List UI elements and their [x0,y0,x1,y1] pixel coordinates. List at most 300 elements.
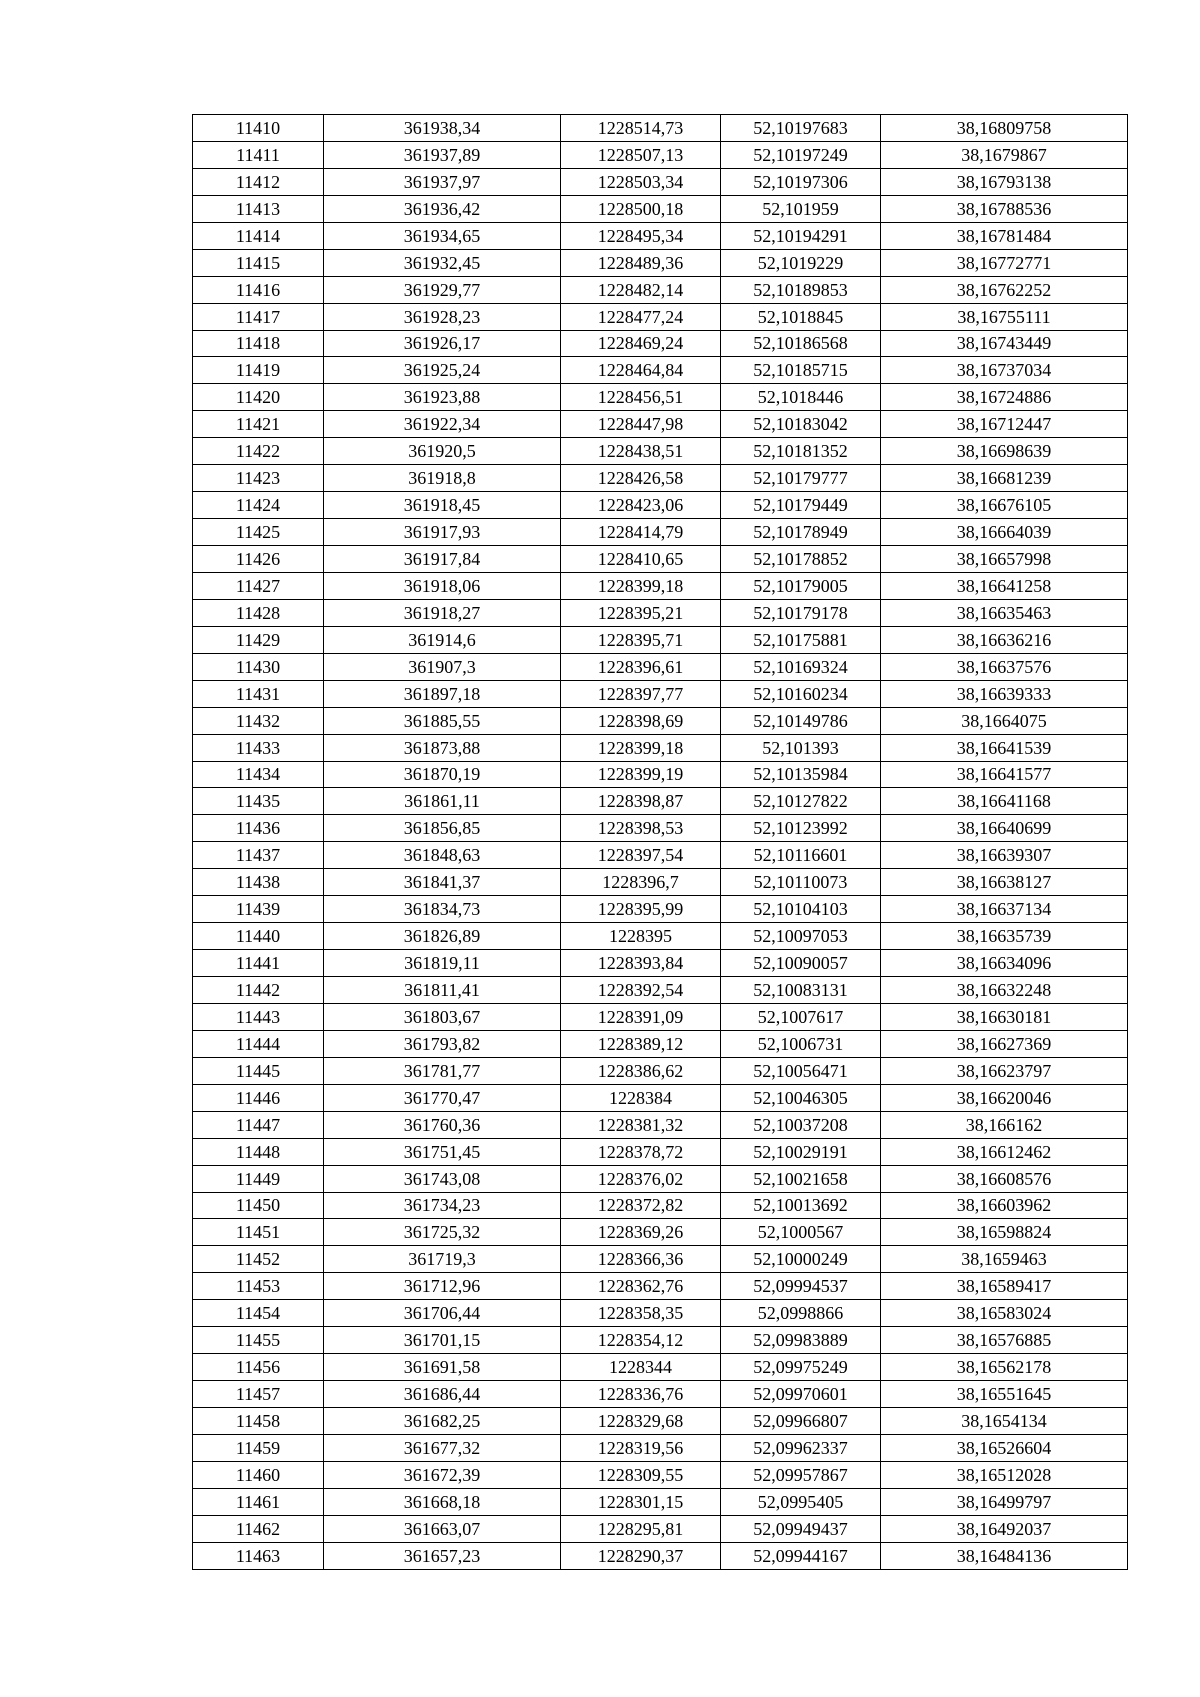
longitude-cell: 38,16562178 [881,1354,1128,1381]
latitude-cell: 52,09983889 [721,1327,881,1354]
x-coordinate-cell: 361923,88 [324,384,561,411]
longitude-cell: 38,16484136 [881,1542,1128,1569]
longitude-cell: 38,16551645 [881,1381,1128,1408]
point-number-cell: 11452 [193,1246,324,1273]
point-number-cell: 11417 [193,303,324,330]
latitude-cell: 52,10160234 [721,680,881,707]
table-row [193,626,1128,653]
latitude-cell: 52,1000567 [721,1219,881,1246]
point-number-cell: 11447 [193,1111,324,1138]
table-row [193,546,1128,573]
table-row [193,1246,1128,1273]
point-number-cell: 11421 [193,411,324,438]
point-number-cell: 11437 [193,842,324,869]
latitude-cell: 52,10197249 [721,141,881,168]
longitude-cell: 38,16698639 [881,438,1128,465]
latitude-cell: 52,10116601 [721,842,881,869]
longitude-cell: 38,1654134 [881,1408,1128,1435]
table-row [193,465,1128,492]
table-row [193,303,1128,330]
longitude-cell: 38,16583024 [881,1300,1128,1327]
point-number-cell: 11424 [193,492,324,519]
y-coordinate-cell: 1228447,98 [561,411,721,438]
longitude-cell: 38,16641539 [881,734,1128,761]
table-row [193,842,1128,869]
longitude-cell: 38,16676105 [881,492,1128,519]
point-number-cell: 11420 [193,384,324,411]
longitude-cell: 38,16762252 [881,276,1128,303]
longitude-cell: 38,16637576 [881,653,1128,680]
point-number-cell: 11451 [193,1219,324,1246]
y-coordinate-cell: 1228329,68 [561,1408,721,1435]
table-row [193,1488,1128,1515]
point-number-cell: 11443 [193,1003,324,1030]
table-row [193,815,1128,842]
table-row [193,1192,1128,1219]
point-number-cell: 11425 [193,519,324,546]
table-row [193,1408,1128,1435]
table-row [193,276,1128,303]
y-coordinate-cell: 1228399,18 [561,572,721,599]
x-coordinate-cell: 361803,67 [324,1003,561,1030]
longitude-cell: 38,16793138 [881,168,1128,195]
latitude-cell: 52,0995405 [721,1488,881,1515]
y-coordinate-cell: 1228507,13 [561,141,721,168]
longitude-cell: 38,16781484 [881,222,1128,249]
latitude-cell: 52,09962337 [721,1434,881,1461]
y-coordinate-cell: 1228397,54 [561,842,721,869]
table-row [193,492,1128,519]
table-row [193,411,1128,438]
x-coordinate-cell: 361657,23 [324,1542,561,1569]
latitude-cell: 52,10179005 [721,572,881,599]
y-coordinate-cell: 1228384 [561,1084,721,1111]
longitude-cell: 38,16492037 [881,1515,1128,1542]
table-row [193,357,1128,384]
point-number-cell: 11462 [193,1515,324,1542]
point-number-cell: 11431 [193,680,324,707]
x-coordinate-cell: 361672,39 [324,1461,561,1488]
table-body [193,115,1128,1570]
longitude-cell: 38,16641577 [881,761,1128,788]
x-coordinate-cell: 361848,63 [324,842,561,869]
point-number-cell: 11414 [193,222,324,249]
y-coordinate-cell: 1228469,24 [561,330,721,357]
point-number-cell: 11458 [193,1408,324,1435]
x-coordinate-cell: 361934,65 [324,222,561,249]
table-row [193,438,1128,465]
longitude-cell: 38,16641168 [881,788,1128,815]
longitude-cell: 38,16632248 [881,977,1128,1004]
longitude-cell: 38,16630181 [881,1003,1128,1030]
y-coordinate-cell: 1228369,26 [561,1219,721,1246]
latitude-cell: 52,10083131 [721,977,881,1004]
x-coordinate-cell: 361925,24 [324,357,561,384]
longitude-cell: 38,16589417 [881,1273,1128,1300]
point-number-cell: 11459 [193,1434,324,1461]
x-coordinate-cell: 361834,73 [324,896,561,923]
y-coordinate-cell: 1228477,24 [561,303,721,330]
latitude-cell: 52,10046305 [721,1084,881,1111]
longitude-cell: 38,16637134 [881,896,1128,923]
latitude-cell: 52,10183042 [721,411,881,438]
point-number-cell: 11450 [193,1192,324,1219]
y-coordinate-cell: 1228489,36 [561,249,721,276]
longitude-cell: 38,16639307 [881,842,1128,869]
latitude-cell: 52,1019229 [721,249,881,276]
x-coordinate-cell: 361873,88 [324,734,561,761]
latitude-cell: 52,09949437 [721,1515,881,1542]
x-coordinate-cell: 361686,44 [324,1381,561,1408]
table-row [193,1138,1128,1165]
x-coordinate-cell: 361819,11 [324,950,561,977]
point-number-cell: 11460 [193,1461,324,1488]
point-number-cell: 11422 [193,438,324,465]
table-row [193,330,1128,357]
x-coordinate-cell: 361712,96 [324,1273,561,1300]
point-number-cell: 11432 [193,707,324,734]
y-coordinate-cell: 1228396,61 [561,653,721,680]
longitude-cell: 38,16603962 [881,1192,1128,1219]
x-coordinate-cell: 361929,77 [324,276,561,303]
latitude-cell: 52,1018446 [721,384,881,411]
x-coordinate-cell: 361917,93 [324,519,561,546]
longitude-cell: 38,16512028 [881,1461,1128,1488]
table-row [193,1300,1128,1327]
x-coordinate-cell: 361668,18 [324,1488,561,1515]
latitude-cell: 52,09957867 [721,1461,881,1488]
x-coordinate-cell: 361793,82 [324,1030,561,1057]
x-coordinate-cell: 361677,32 [324,1434,561,1461]
x-coordinate-cell: 361918,8 [324,465,561,492]
point-number-cell: 11449 [193,1165,324,1192]
table-row [193,222,1128,249]
point-number-cell: 11442 [193,977,324,1004]
point-number-cell: 11429 [193,626,324,653]
longitude-cell: 38,16526604 [881,1434,1128,1461]
y-coordinate-cell: 1228395 [561,923,721,950]
latitude-cell: 52,10149786 [721,707,881,734]
y-coordinate-cell: 1228389,12 [561,1030,721,1057]
longitude-cell: 38,16598824 [881,1219,1128,1246]
latitude-cell: 52,10185715 [721,357,881,384]
latitude-cell: 52,10178949 [721,519,881,546]
table-row [193,869,1128,896]
x-coordinate-cell: 361663,07 [324,1515,561,1542]
x-coordinate-cell: 361743,08 [324,1165,561,1192]
latitude-cell: 52,09994537 [721,1273,881,1300]
latitude-cell: 52,09975249 [721,1354,881,1381]
latitude-cell: 52,1006731 [721,1030,881,1057]
longitude-cell: 38,16664039 [881,519,1128,546]
latitude-cell: 52,1018845 [721,303,881,330]
point-number-cell: 11426 [193,546,324,573]
longitude-cell: 38,16724886 [881,384,1128,411]
x-coordinate-cell: 361932,45 [324,249,561,276]
longitude-cell: 38,16657998 [881,546,1128,573]
x-coordinate-cell: 361914,6 [324,626,561,653]
table-row [193,1030,1128,1057]
latitude-cell: 52,10021658 [721,1165,881,1192]
y-coordinate-cell: 1228358,35 [561,1300,721,1327]
longitude-cell: 38,16743449 [881,330,1128,357]
x-coordinate-cell: 361811,41 [324,977,561,1004]
table-row [193,1219,1128,1246]
table-row [193,788,1128,815]
table-row [193,680,1128,707]
point-number-cell: 11412 [193,168,324,195]
y-coordinate-cell: 1228398,53 [561,815,721,842]
latitude-cell: 52,1007617 [721,1003,881,1030]
y-coordinate-cell: 1228366,36 [561,1246,721,1273]
y-coordinate-cell: 1228301,15 [561,1488,721,1515]
x-coordinate-cell: 361936,42 [324,195,561,222]
latitude-cell: 52,10169324 [721,653,881,680]
x-coordinate-cell: 361885,55 [324,707,561,734]
table-row [193,599,1128,626]
y-coordinate-cell: 1228438,51 [561,438,721,465]
latitude-cell: 52,10000249 [721,1246,881,1273]
longitude-cell: 38,16681239 [881,465,1128,492]
table-row [193,249,1128,276]
latitude-cell: 52,09970601 [721,1381,881,1408]
x-coordinate-cell: 361841,37 [324,869,561,896]
point-number-cell: 11411 [193,141,324,168]
table-row [193,1381,1128,1408]
y-coordinate-cell: 1228414,79 [561,519,721,546]
longitude-cell: 38,16627369 [881,1030,1128,1057]
point-number-cell: 11454 [193,1300,324,1327]
x-coordinate-cell: 361918,27 [324,599,561,626]
longitude-cell: 38,16576885 [881,1327,1128,1354]
longitude-cell: 38,16772771 [881,249,1128,276]
point-number-cell: 11457 [193,1381,324,1408]
latitude-cell: 52,101959 [721,195,881,222]
point-number-cell: 11438 [193,869,324,896]
y-coordinate-cell: 1228464,84 [561,357,721,384]
x-coordinate-cell: 361870,19 [324,761,561,788]
longitude-cell: 38,1664075 [881,707,1128,734]
table-row [193,1542,1128,1569]
longitude-cell: 38,1679867 [881,141,1128,168]
x-coordinate-cell: 361928,23 [324,303,561,330]
table-row [193,519,1128,546]
x-coordinate-cell: 361917,84 [324,546,561,573]
x-coordinate-cell: 361701,15 [324,1327,561,1354]
y-coordinate-cell: 1228500,18 [561,195,721,222]
x-coordinate-cell: 361856,85 [324,815,561,842]
longitude-cell: 38,16640699 [881,815,1128,842]
latitude-cell: 52,10178852 [721,546,881,573]
latitude-cell: 52,10175881 [721,626,881,653]
table-row [193,896,1128,923]
point-number-cell: 11436 [193,815,324,842]
latitude-cell: 52,10197306 [721,168,881,195]
y-coordinate-cell: 1228362,76 [561,1273,721,1300]
y-coordinate-cell: 1228398,87 [561,788,721,815]
latitude-cell: 52,10013692 [721,1192,881,1219]
longitude-cell: 38,1659463 [881,1246,1128,1273]
x-coordinate-cell: 361918,06 [324,572,561,599]
x-coordinate-cell: 361719,3 [324,1246,561,1273]
point-number-cell: 11463 [193,1542,324,1569]
y-coordinate-cell: 1228372,82 [561,1192,721,1219]
x-coordinate-cell: 361781,77 [324,1057,561,1084]
y-coordinate-cell: 1228410,65 [561,546,721,573]
x-coordinate-cell: 361725,32 [324,1219,561,1246]
x-coordinate-cell: 361706,44 [324,1300,561,1327]
y-coordinate-cell: 1228482,14 [561,276,721,303]
table-row [193,1084,1128,1111]
table-row [193,384,1128,411]
table-row [193,1111,1128,1138]
longitude-cell: 38,16499797 [881,1488,1128,1515]
y-coordinate-cell: 1228456,51 [561,384,721,411]
y-coordinate-cell: 1228397,77 [561,680,721,707]
y-coordinate-cell: 1228295,81 [561,1515,721,1542]
point-number-cell: 11427 [193,572,324,599]
point-number-cell: 11446 [193,1084,324,1111]
point-number-cell: 11433 [193,734,324,761]
table-row [193,1461,1128,1488]
point-number-cell: 11440 [193,923,324,950]
latitude-cell: 52,10194291 [721,222,881,249]
point-number-cell: 11415 [193,249,324,276]
table-row [193,950,1128,977]
latitude-cell: 52,10104103 [721,896,881,923]
longitude-cell: 38,16608576 [881,1165,1128,1192]
y-coordinate-cell: 1228381,32 [561,1111,721,1138]
table-row [193,761,1128,788]
longitude-cell: 38,16612462 [881,1138,1128,1165]
y-coordinate-cell: 1228399,18 [561,734,721,761]
longitude-cell: 38,16636216 [881,626,1128,653]
x-coordinate-cell: 361770,47 [324,1084,561,1111]
longitude-cell: 38,16639333 [881,680,1128,707]
point-number-cell: 11428 [193,599,324,626]
y-coordinate-cell: 1228391,09 [561,1003,721,1030]
x-coordinate-cell: 361938,34 [324,115,561,142]
point-number-cell: 11445 [193,1057,324,1084]
y-coordinate-cell: 1228495,34 [561,222,721,249]
point-number-cell: 11461 [193,1488,324,1515]
longitude-cell: 38,16620046 [881,1084,1128,1111]
latitude-cell: 52,10110073 [721,869,881,896]
table-row [193,1515,1128,1542]
latitude-cell: 52,10056471 [721,1057,881,1084]
y-coordinate-cell: 1228290,37 [561,1542,721,1569]
y-coordinate-cell: 1228423,06 [561,492,721,519]
x-coordinate-cell: 361760,36 [324,1111,561,1138]
y-coordinate-cell: 1228309,55 [561,1461,721,1488]
x-coordinate-cell: 361897,18 [324,680,561,707]
table-row [193,1327,1128,1354]
y-coordinate-cell: 1228395,99 [561,896,721,923]
latitude-cell: 52,10123992 [721,815,881,842]
x-coordinate-cell: 361734,23 [324,1192,561,1219]
x-coordinate-cell: 361907,3 [324,653,561,680]
latitude-cell: 52,10189853 [721,276,881,303]
y-coordinate-cell: 1228399,19 [561,761,721,788]
y-coordinate-cell: 1228398,69 [561,707,721,734]
point-number-cell: 11439 [193,896,324,923]
table-row [193,1057,1128,1084]
point-number-cell: 11441 [193,950,324,977]
y-coordinate-cell: 1228344 [561,1354,721,1381]
y-coordinate-cell: 1228376,02 [561,1165,721,1192]
table-row [193,977,1128,1004]
y-coordinate-cell: 1228386,62 [561,1057,721,1084]
y-coordinate-cell: 1228393,84 [561,950,721,977]
table-row [193,653,1128,680]
longitude-cell: 38,16809758 [881,115,1128,142]
longitude-cell: 38,166162 [881,1111,1128,1138]
x-coordinate-cell: 361861,11 [324,788,561,815]
table-row [193,707,1128,734]
latitude-cell: 52,10186568 [721,330,881,357]
longitude-cell: 38,16634096 [881,950,1128,977]
y-coordinate-cell: 1228392,54 [561,977,721,1004]
y-coordinate-cell: 1228354,12 [561,1327,721,1354]
latitude-cell: 52,10179777 [721,465,881,492]
point-number-cell: 11410 [193,115,324,142]
y-coordinate-cell: 1228426,58 [561,465,721,492]
latitude-cell: 52,10181352 [721,438,881,465]
latitude-cell: 52,09944167 [721,1542,881,1569]
latitude-cell: 52,09966807 [721,1408,881,1435]
table-row [193,734,1128,761]
latitude-cell: 52,10037208 [721,1111,881,1138]
x-coordinate-cell: 361751,45 [324,1138,561,1165]
latitude-cell: 52,10179178 [721,599,881,626]
point-number-cell: 11419 [193,357,324,384]
x-coordinate-cell: 361920,5 [324,438,561,465]
y-coordinate-cell: 1228395,21 [561,599,721,626]
table-row [193,141,1128,168]
table-row [193,1165,1128,1192]
longitude-cell: 38,16737034 [881,357,1128,384]
x-coordinate-cell: 361922,34 [324,411,561,438]
table-row [193,923,1128,950]
y-coordinate-cell: 1228395,71 [561,626,721,653]
latitude-cell: 52,10197683 [721,115,881,142]
latitude-cell: 52,10135984 [721,761,881,788]
table-row [193,195,1128,222]
point-number-cell: 11453 [193,1273,324,1300]
point-number-cell: 11455 [193,1327,324,1354]
y-coordinate-cell: 1228514,73 [561,115,721,142]
table-row [193,1354,1128,1381]
latitude-cell: 52,10127822 [721,788,881,815]
longitude-cell: 38,16623797 [881,1057,1128,1084]
table-row [193,572,1128,599]
point-number-cell: 11435 [193,788,324,815]
latitude-cell: 52,0998866 [721,1300,881,1327]
longitude-cell: 38,16755111 [881,303,1128,330]
y-coordinate-cell: 1228319,56 [561,1434,721,1461]
point-number-cell: 11430 [193,653,324,680]
table-row [193,115,1128,142]
x-coordinate-cell: 361937,89 [324,141,561,168]
point-number-cell: 11444 [193,1030,324,1057]
x-coordinate-cell: 361937,97 [324,168,561,195]
x-coordinate-cell: 361826,89 [324,923,561,950]
y-coordinate-cell: 1228396,7 [561,869,721,896]
point-number-cell: 11448 [193,1138,324,1165]
point-number-cell: 11413 [193,195,324,222]
longitude-cell: 38,16635463 [881,599,1128,626]
table-row [193,1273,1128,1300]
